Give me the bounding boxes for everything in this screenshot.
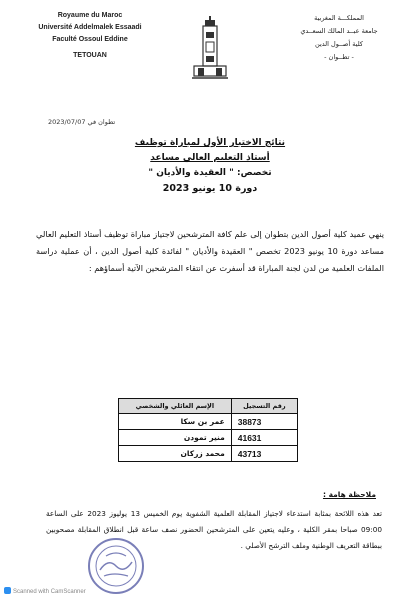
scan-watermark xyxy=(4,587,86,595)
header-ar-line1: المملكـــة المغربية xyxy=(314,14,364,22)
title-line2: أستاذ التعليم العالي مساعد xyxy=(150,153,270,163)
camscanner-icon xyxy=(4,587,11,594)
table-row xyxy=(119,430,298,446)
row-name: عمر بن سكا xyxy=(119,414,232,430)
note-paragraph: تعد هذه اللائحة بمثابة استدعاء لاجتياز المقابلة العلمية الشفوية يوم الخميس 13 يوليوز 2023 على الساعة 09:00 صباحا بمقر الكلية ، وعليه يتعين على المترشحين الحضور نصف ساعة قبل انطلاق المقابلة مصحوبين ببطاقة التعريف الوطنية وملف الترشح الأصلي . xyxy=(46,509,382,550)
scan-label: Scanned with CamScanner xyxy=(13,589,86,595)
header-ar-line4: - تطــوان - xyxy=(324,53,354,61)
header-name: الإسم العائلي والشخصي xyxy=(119,399,232,414)
row-name: منير تمودن xyxy=(119,430,232,446)
header-arabic xyxy=(284,12,394,64)
title-line3: تخصص: " العقيدة والأديان " xyxy=(148,168,272,178)
table-header-row xyxy=(119,399,298,414)
header-fr-line4: TETOUAN xyxy=(73,52,107,59)
title-line4: دورة 10 يونيو 2023 xyxy=(162,183,258,194)
header-fr-line2: Université Addelmalek Essaadi xyxy=(38,24,142,31)
intro-paragraph: ينهي عميد كلية أصول الدين بتطوان إلى علم كافة المترشحين لاجتياز مباراة توظيف أستاذ التعليم العالي مساعد دورة 10 يونيو 2023 تخصص " العقيدة والأديان " لفائدة كلية أصول الدين ، أن عملية دراسة الملفات العلمية من لدن لجنة المباراة قد أسفرت عن انتقاء المترشحين الآتية أسماؤهم : xyxy=(36,229,384,273)
title-line1: نتائج الاختبار الأول لمباراة توظيف xyxy=(134,138,286,148)
table-row xyxy=(119,446,298,462)
header-french xyxy=(30,10,150,62)
header-fr-line3: Faculté Ossoul Eddine xyxy=(52,36,128,43)
document-titles xyxy=(100,136,320,197)
header-reg: رقم التسجيل xyxy=(231,399,297,414)
row-name: محمد زركان xyxy=(119,446,232,462)
document-date: تطوان في 2023/07/07 xyxy=(48,118,116,126)
header-ar-line3: كلية أصــول الدين xyxy=(315,40,363,48)
row-reg: 38873 xyxy=(231,414,297,430)
table-row xyxy=(119,414,298,430)
row-reg: 43713 xyxy=(231,446,297,462)
note-heading: ملاحظة هامة : xyxy=(322,490,376,499)
header-ar-line2: جامعة عبــد المالك السعــدي xyxy=(300,27,378,35)
header-fr-line1: Royaume du Maroc xyxy=(57,12,123,19)
results-table xyxy=(118,398,298,462)
official-stamp-icon xyxy=(86,536,146,596)
row-reg: 41631 xyxy=(231,430,297,446)
minaret-logo-icon xyxy=(192,16,228,82)
